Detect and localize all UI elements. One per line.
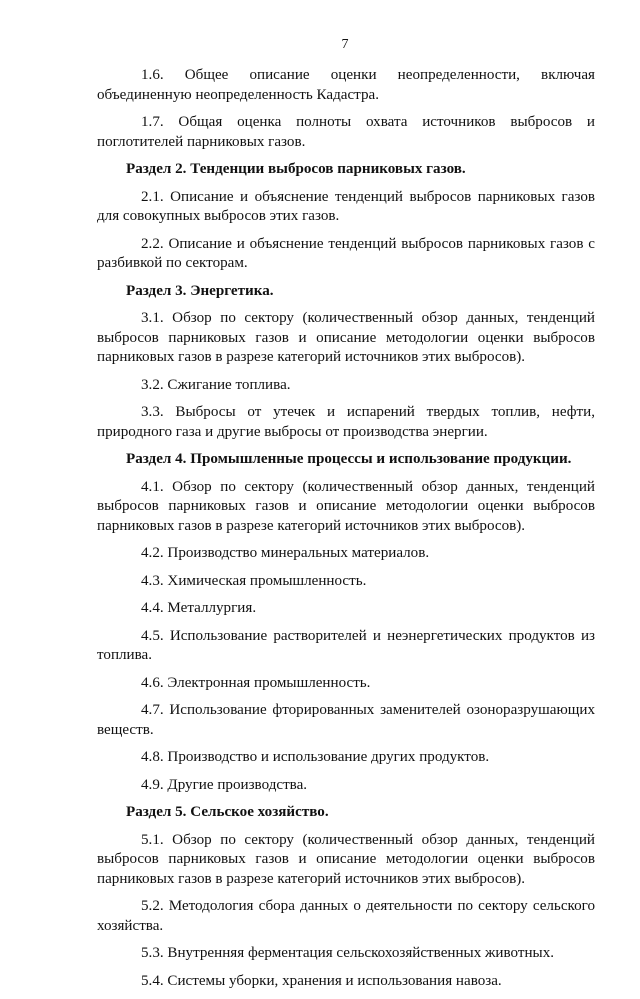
item-4-4: 4.4. Металлургия. — [141, 600, 257, 616]
section-heading-3: Раздел 3. Энергетика. — [126, 282, 274, 299]
item-1-7: 1.7. Общая оценка полноты охвата источников выбросов и поглотителей парниковых газов. — [97, 114, 595, 150]
item-5-3: 5.3. Внутренняя ферментация сельскохозяйственных животных. — [141, 945, 555, 961]
item-4-9: 4.9. Другие производства. — [141, 776, 308, 793]
item-3-1: 3.1. Обзор по сектору (количественный обзор данных, тенденций выбросов парниковых газов и описание методологии оценки выбросов парниковых газов в разрезе категорий источников этих выбросов). — [97, 310, 595, 365]
item-4-1: 4.1. Обзор по сектору (количественный обзор данных, тенденций выбросов парниковых газов и описание методологии оценки выбросов парниковых газов в разрезе категорий источников этих выбросов). — [97, 478, 595, 534]
item-4-6: 4.6. Электронная промышленность. — [141, 674, 371, 691]
page-number: 7 — [341, 37, 349, 52]
document-body — [97, 66, 595, 999]
item-4-3: 4.3. Химическая промышленность. — [141, 572, 367, 589]
item-5-4: 5.4. Системы уборки, хранения и использования навоза. — [141, 972, 502, 989]
item-4-2: 4.2. Производство минеральных материалов. — [141, 545, 430, 561]
item-4-8: 4.8. Производство и использование других продуктов. — [141, 749, 490, 765]
item-2-2: 2.2. Описание и объяснение тенденций выбросов парниковых газов с разбивкой по секторам. — [97, 235, 595, 271]
item-5-2: 5.2. Методология сбора данных о деятельности по сектору сельского хозяйства. — [97, 898, 595, 934]
item-5-1: 5.1. Обзор по сектору (количественный обзор данных, тенденций выбросов парниковых газов и описание методологии оценки выбросов парниковых газов в разрезе категорий источников этих выбросов). — [97, 831, 595, 887]
section-heading-4: Раздел 4. Промышленные процессы и использование продукции. — [126, 451, 572, 467]
section-heading-5: Раздел 5. Сельское хозяйство. — [126, 804, 329, 820]
item-3-3: 3.3. Выбросы от утечек и испарений твердых топлив, нефти, природного газа и другие выбросы от производства энергии. — [97, 404, 595, 440]
section-heading-2: Раздел 2. Тенденции выбросов парниковых газов. — [126, 161, 466, 177]
item-4-7: 4.7. Использование фторированных заменителей озоноразрушающих веществ. — [97, 702, 595, 738]
item-4-5: 4.5. Использование растворителей и неэнергетических продуктов из топлива. — [97, 627, 595, 663]
item-2-1: 2.1. Описание и объяснение тенденций выбросов парниковых газов для совокупных выбросов этих газов. — [97, 188, 595, 224]
item-1-6: 1.6. Общее описание оценки неопределенности, включая объединенную неопределенность Кадастра. — [97, 67, 595, 103]
item-3-2: 3.2. Сжигание топлива. — [141, 376, 291, 393]
